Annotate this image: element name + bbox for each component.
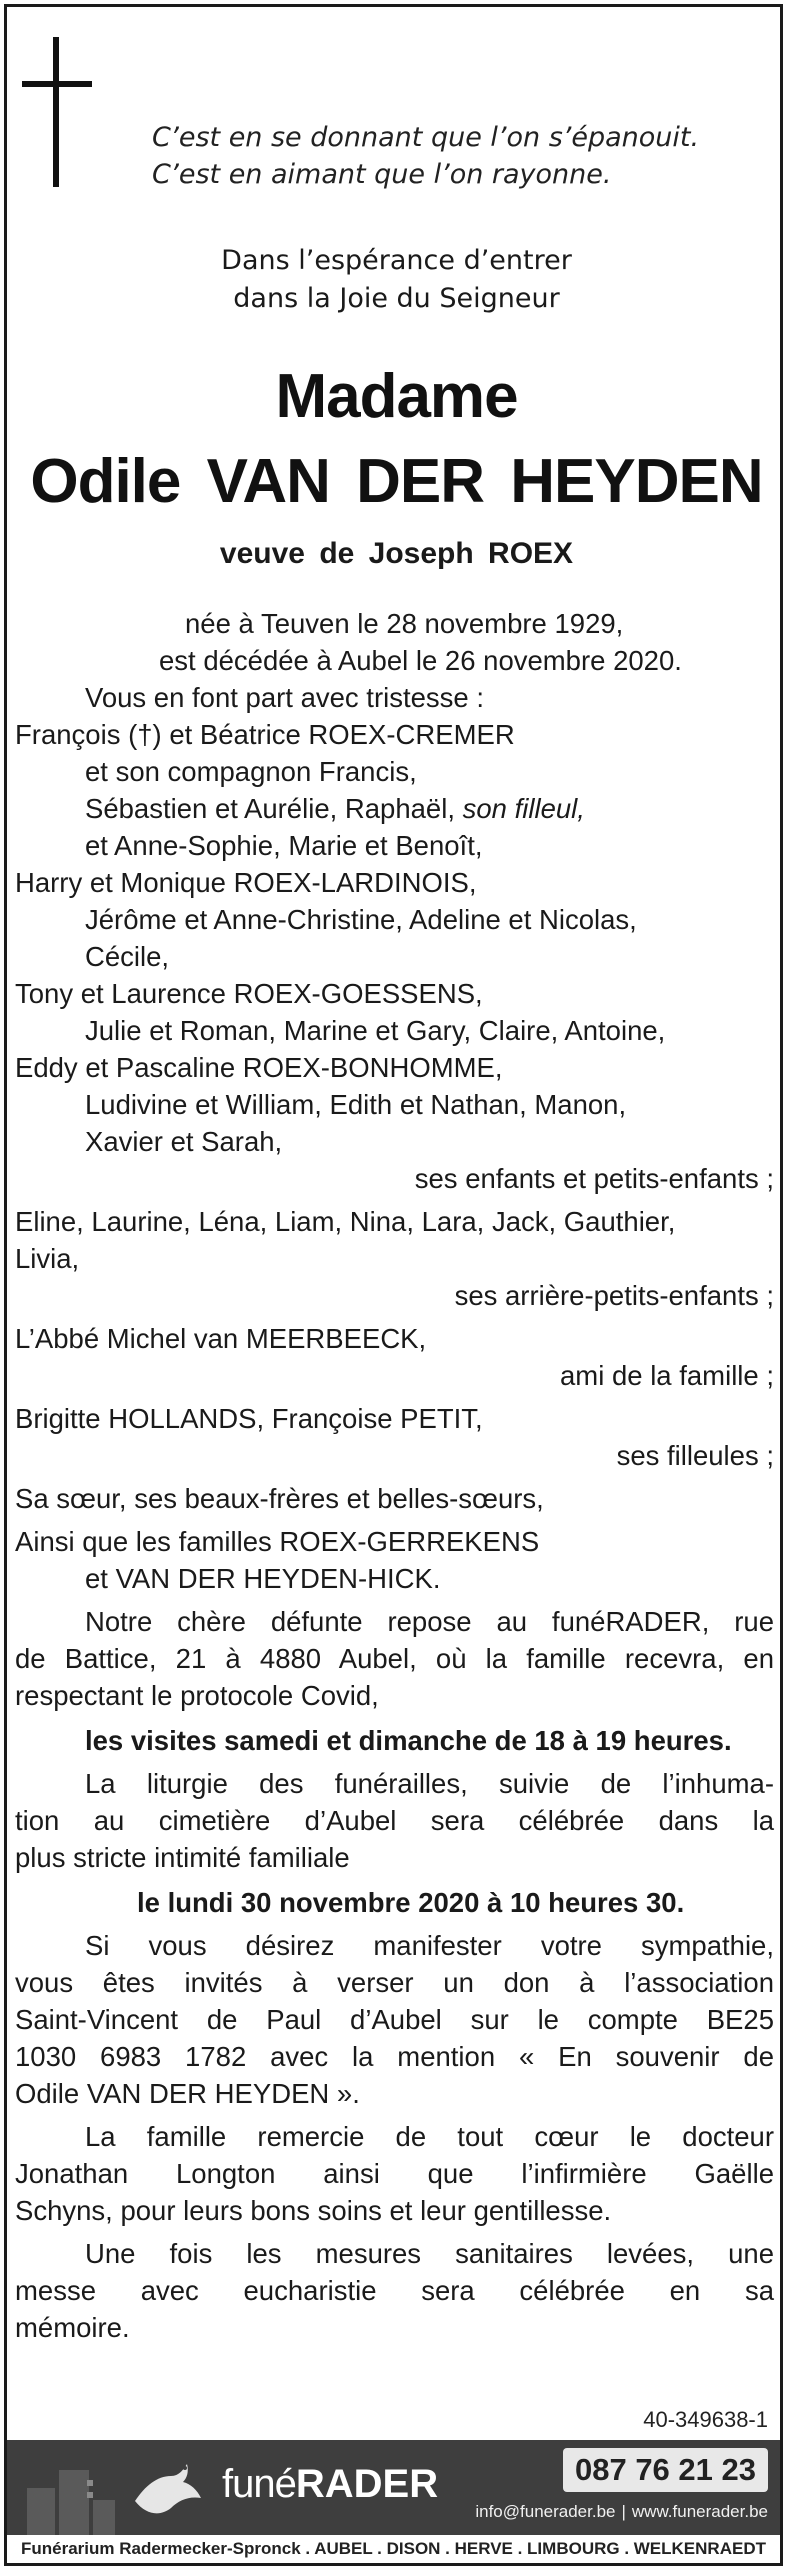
paragraph-line: tion au cimetière d’Aubel sera célébrée dans la — [15, 1805, 774, 1836]
paragraph-line: respectant le protocole Covid, — [15, 1680, 379, 1711]
paragraph-line: mémoire. — [15, 2312, 130, 2343]
website-link[interactable]: www.funerader.be — [631, 2502, 768, 2521]
family-line: Ainsi que les familles ROEX-GERREKENS — [15, 1526, 540, 1557]
paragraph-line: messe avec eucharistie sera célébrée en sa — [15, 2275, 774, 2306]
godson-note: son filleul, — [462, 793, 585, 824]
paragraph-line: Jonathan Longton ainsi que l’infirmière Gaëlle — [15, 2158, 774, 2189]
family-line: Livia, — [15, 1243, 80, 1274]
paragraph-line: de Battice, 21 à 4880 Aubel, où la famille recevra, en — [15, 1643, 774, 1674]
obituary-notice — [4, 4, 783, 2566]
funeral-home-banner — [7, 2440, 780, 2535]
funeral-date: le lundi 30 novembre 2020 à 10 heures 30. — [137, 1887, 685, 1918]
deceased-name: Odile VAN DER HEYDEN — [30, 447, 763, 516]
visits-line: les visites samedi et dimanche de 18 à 19 heures. — [85, 1725, 732, 1756]
paragraph-line: Notre chère défunte repose au funéRADER, rue — [85, 1606, 774, 1637]
hope-phrase — [7, 242, 783, 318]
epigraph-quote — [152, 119, 699, 193]
family-line: Eline, Laurine, Léna, Liam, Nina, Lara, Jack, Gauthier, — [15, 1206, 676, 1237]
phone-number[interactable]: 087 76 21 23 — [563, 2448, 768, 2492]
hope-line: Dans l’espérance d’entrer — [221, 245, 572, 276]
paragraph-line: Odile VAN DER HEYDEN ». — [15, 2078, 360, 2109]
hope-line: dans la Joie du Seigneur — [233, 283, 560, 314]
brand-logo — [222, 2462, 438, 2507]
death-line: est décédée à Aubel le 26 novembre 2020. — [159, 645, 682, 676]
brand-light: funé — [222, 2462, 296, 2506]
brand-strong: RADER — [295, 2462, 439, 2506]
birth-line: née à Teuven le 28 novembre 1929, — [185, 608, 624, 639]
relation-label: ses filleules ; — [616, 1440, 774, 1471]
locations-line: Funérarium Radermecker-Spronck . AUBEL . DISON . HERVE . LIMBOURG . WELKENRAEDT — [21, 2539, 766, 2558]
family-line: Ludivine et William, Edith et Nathan, Manon, — [85, 1089, 627, 1120]
reference-number: 40-349638-1 — [643, 2407, 768, 2432]
paragraph-line: 1030 6983 1782 avec la mention « En souvenir de — [15, 2041, 774, 2072]
deceased-title: Madame — [275, 362, 518, 431]
paragraph-line: plus stricte intimité familiale — [15, 1842, 350, 1873]
family-line: Sa sœur, ses beaux-frères et belles-sœurs, — [15, 1483, 544, 1514]
relation-label: ses arrière-petits-enfants ; — [454, 1280, 774, 1311]
paragraph-line: Saint-Vincent de Paul d’Aubel sur le compte BE25 — [15, 2004, 774, 2035]
widow-of: veuve de Joseph ROEX — [219, 537, 574, 570]
family-line: François (†) et Béatrice ROEX-CREMER — [15, 719, 515, 750]
family-line: Harry et Monique ROEX-LARDINOIS, — [15, 867, 477, 898]
family-line: et VAN DER HEYDEN-HICK. — [85, 1563, 441, 1594]
family-intro: Vous en font part avec tristesse : — [85, 682, 484, 713]
contact-separator: | — [621, 2502, 626, 2521]
paragraph-line: Schyns, pour leurs bons soins et leur gentillesse. — [15, 2195, 612, 2226]
paragraph-line: Si vous désirez manifester votre sympathie, — [85, 1930, 774, 1961]
quote-line: C’est en se donnant que l’on s’épanouit. — [152, 122, 700, 153]
family-line — [7, 790, 783, 827]
dove-icon — [127, 2446, 207, 2526]
family-line: Julie et Roman, Marine et Gary, Claire, Antoine, — [85, 1015, 666, 1046]
relation-label: ses enfants et petits-enfants ; — [414, 1163, 774, 1194]
email-link[interactable]: info@funerader.be — [475, 2502, 616, 2521]
family-line: Tony et Laurence ROEX-GOESSENS, — [15, 978, 483, 1009]
paragraph-line: vous êtes invités à verser un don à l’association — [15, 1967, 774, 1998]
family-line-text: Sébastien et Aurélie, Raphaël, — [85, 793, 455, 824]
paragraph-line: Une fois les mesures sanitaires levées, une — [85, 2238, 774, 2269]
paragraph-line: La liturgie des funérailles, suivie de l’inhuma- — [85, 1768, 774, 1799]
family-line: Cécile, — [85, 941, 170, 972]
family-line: Eddy et Pascaline ROEX-BONHOMME, — [15, 1052, 503, 1083]
paragraph-line: La famille remercie de tout cœur le docteur — [85, 2121, 774, 2152]
relation-label: ami de la famille ; — [560, 1360, 774, 1391]
family-line: Jérôme et Anne-Christine, Adeline et Nicolas, — [85, 904, 637, 935]
cross-icon — [22, 37, 92, 187]
family-line: et Anne-Sophie, Marie et Benoît, — [85, 830, 483, 861]
family-line: et son compagnon Francis, — [85, 756, 417, 787]
quote-line: C’est en aimant que l’on rayonne. — [152, 159, 612, 190]
family-line: L’Abbé Michel van MEERBEECK, — [15, 1323, 427, 1354]
family-line: Xavier et Sarah, — [85, 1126, 283, 1157]
family-line: Brigitte HOLLANDS, Françoise PETIT, — [15, 1403, 483, 1434]
notice-body — [7, 605, 783, 2346]
contact-line — [475, 2502, 768, 2522]
